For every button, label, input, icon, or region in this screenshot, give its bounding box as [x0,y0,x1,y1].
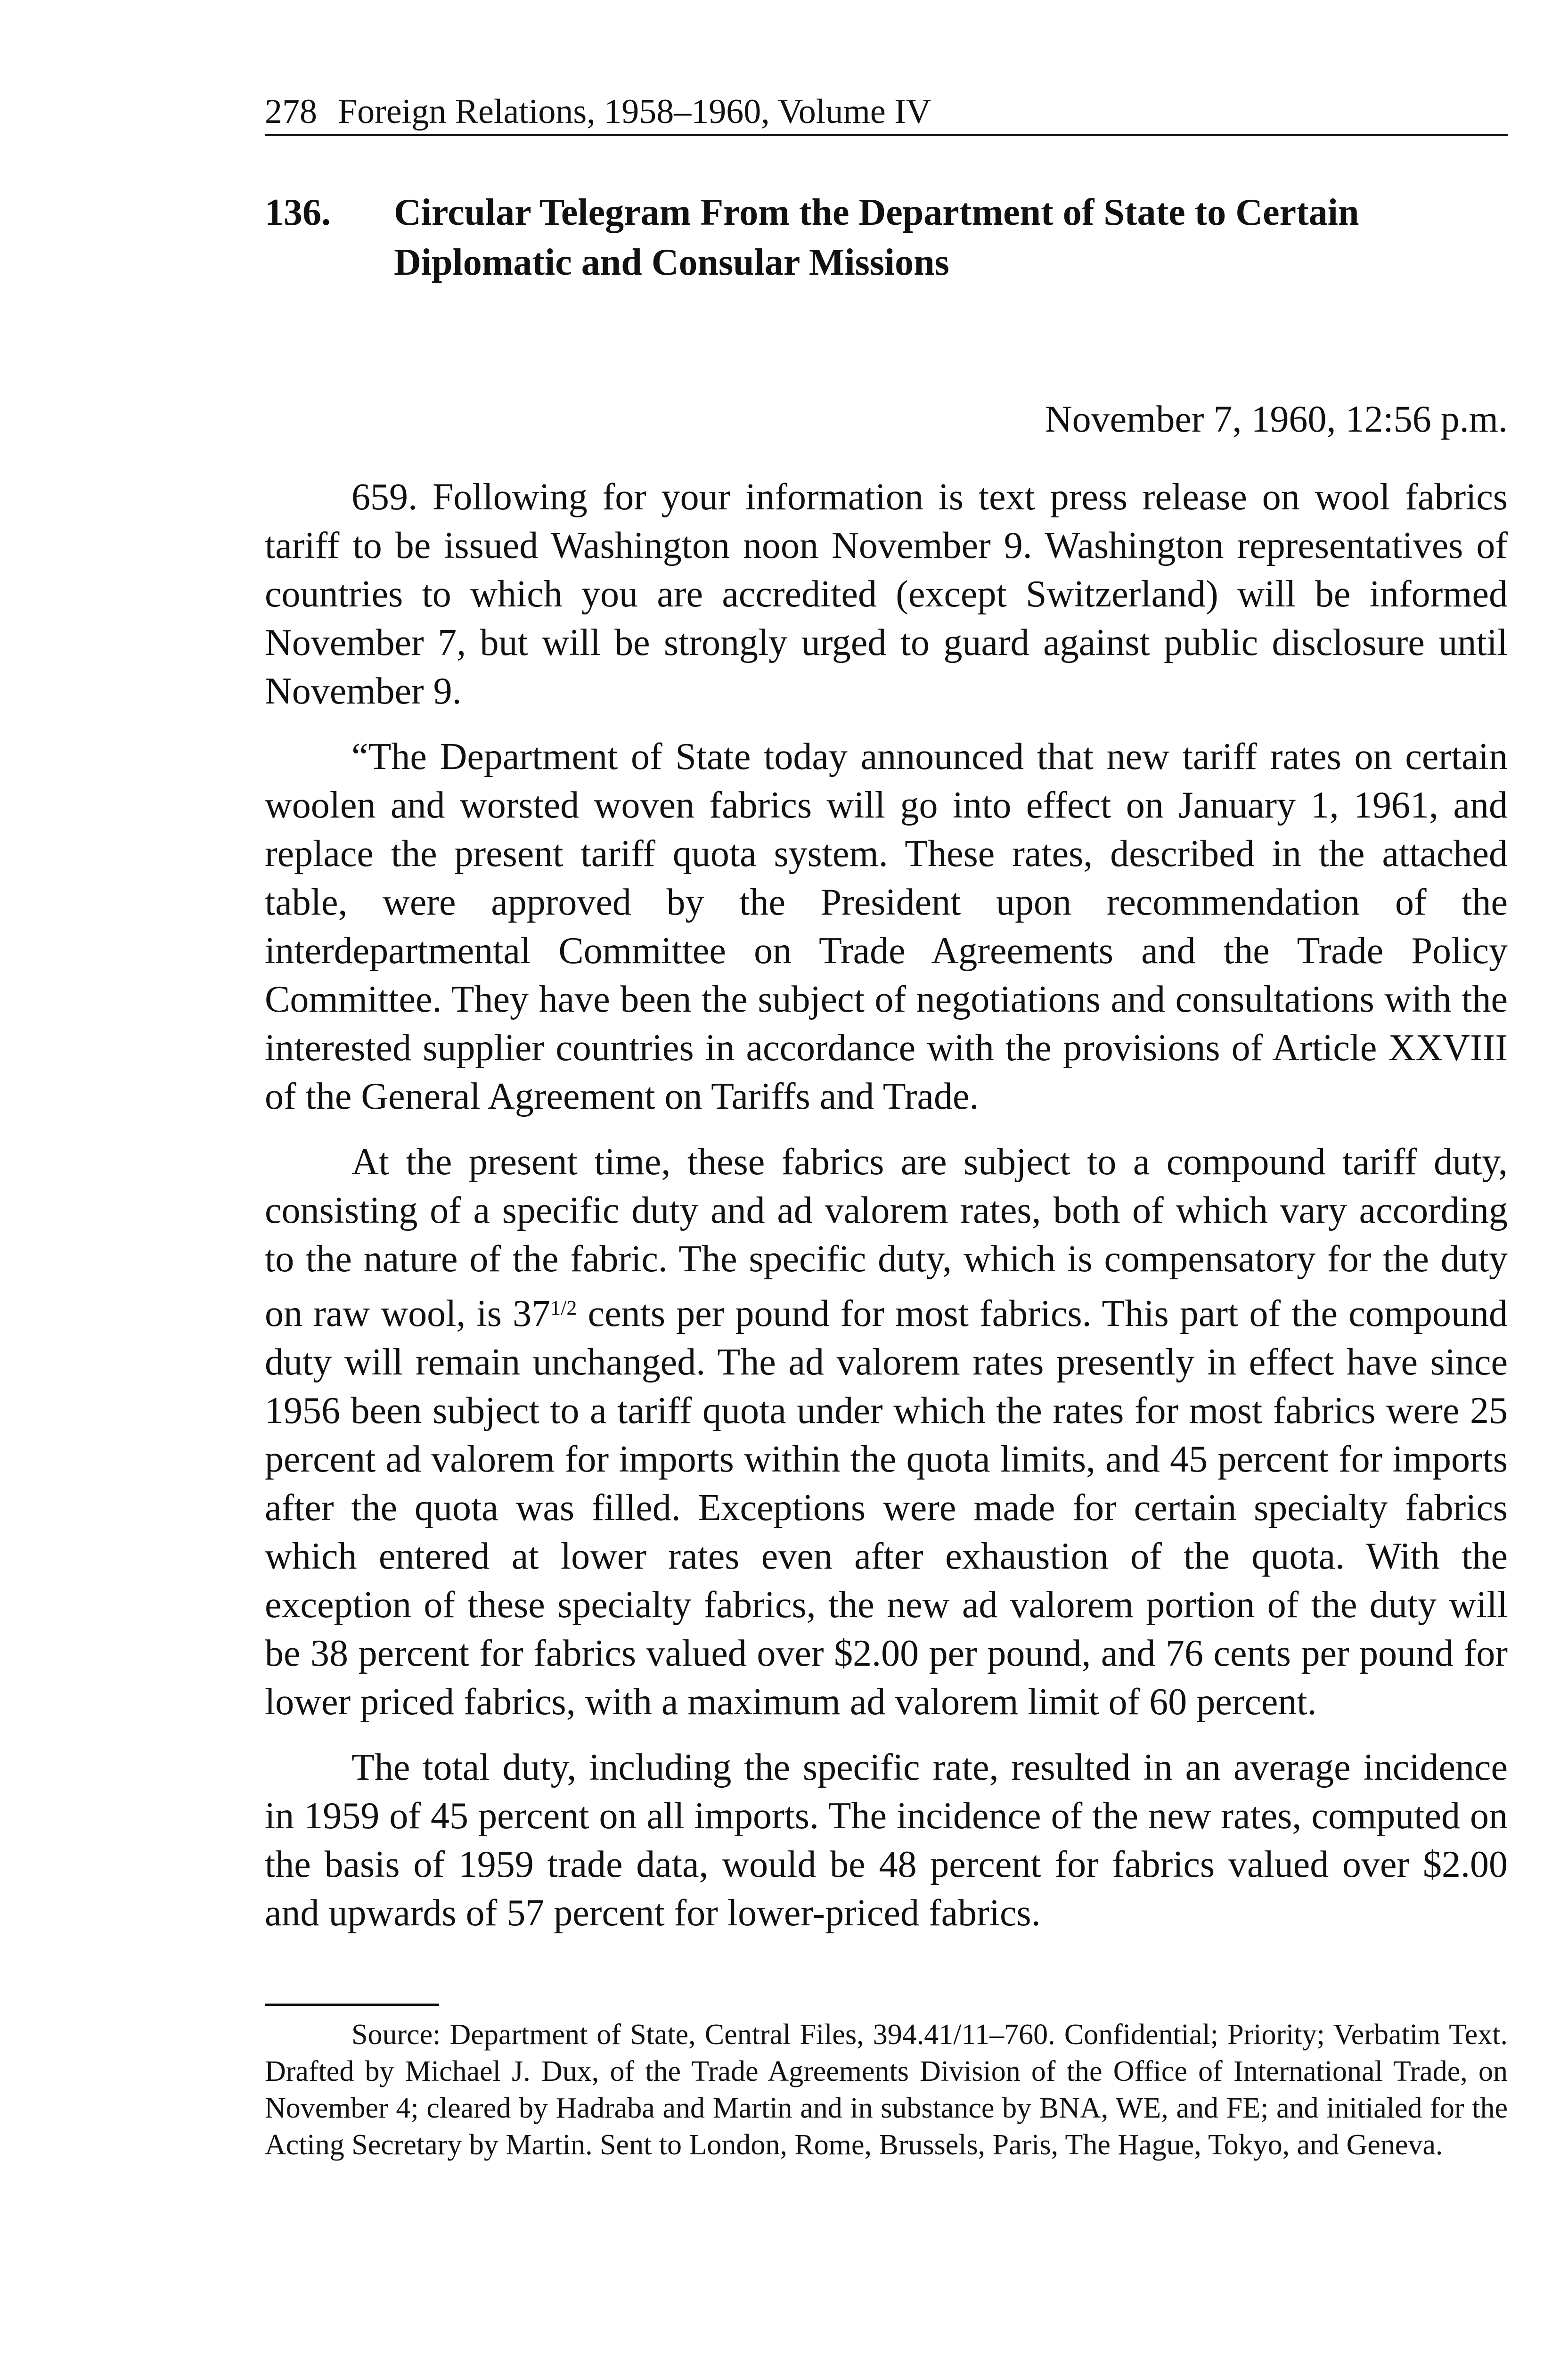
body-text [265,473,1508,1938]
paragraph-1: 659. Following for your information is text press release on wool fabrics tariff to be issued Washington noon November 9. Washington representatives of countries to which you are accredited (except Switzerland) will be informed November 7, but will be strongly urged to guard against public disclosure until November 9. [265,476,1508,712]
paragraph-4: The total duty, including the specific rate, resulted in an average incidence in 1959 of 45 percent on all imports. The incidence of the new rates, computed on the basis of 1959 trade data, would be 48 percent for fabrics valued over $2.00 and upwards of 57 percent for lower-priced fabrics. [265,1747,1508,1934]
series-title: Foreign Relations, 1958–1960, Volume IV [338,92,931,131]
paragraph-3-rest: cents per pound for most fabrics. This part of the compound duty will remain unchanged. The ad valorem rates presently in effect have since 1956 been subject to a tariff quota under which the rates for most fabrics were 25 percent ad valorem for imports within the quota limits, and 45 percent for imports after the quota was filled. Exceptions were made for certain specialty fabrics which entered at lower rates even after exhaustion of the quota. With the exception of these specialty fabrics, the new ad valorem portion of the duty will be 38 percent for fabrics valued over $2.00 per pound, and 76 cents per pound for lower priced fabrics, with a maximum ad valorem limit of 60 percent. [265,1293,1508,1723]
duty-fraction: 1/2 [550,1296,577,1320]
running-head [265,94,1508,136]
document-number: 136. [265,192,331,233]
source-footnote: Source: Department of State, Central Files, 394.41/11–760. Confidential; Priority; Verbatim Text. Drafted by Michael J. Dux, of the Trade Agreements Division of the Office of International Trade, on November 4; cleared by Hadraba and Martin and in substance by BNA, WE, and FE; and initialed for the Acting Secretary by Martin. Sent to London, Rome, Brussels, Paris, The Hague, Tokyo, and Geneva. [265,2019,1508,2161]
paragraph-2: “The Department of State today announced that new tariff rates on certain woolen and worsted woven fabrics will go into effect on January 1, 1961, and replace the present tariff quota system. These rates, described in the attached table, were approved by the President upon recommendation of the interdepartmental Committee on Trade Agreements and the Trade Policy Committee. They have been the subject of negotiations and consultations with the interested supplier countries in accordance with the provisions of Article XXVIII of the General Agreement on Tariffs and Trade. [265,736,1508,1118]
paragraph-3-lead: At the present time, these fabrics are subject to a compound tariff duty, consisting of a specific duty and ad valorem rates, both of which vary according to the nature of the fabric. The specific duty, which is compensatory for the duty on raw wool, is [265,1141,1508,1335]
page-number: 278 [265,92,317,131]
document-heading [265,188,1508,287]
paragraph-3 [265,1138,1508,1726]
page-content [265,94,1508,2163]
duty-amount: 37 [513,1293,551,1335]
footnote-divider [265,2004,439,2006]
document-title: Circular Telegram From the Department of State to Certain Diplomatic and Consular Missions [394,192,1359,283]
dateline: November 7, 1960, 12:56 p.m. [1045,399,1508,441]
